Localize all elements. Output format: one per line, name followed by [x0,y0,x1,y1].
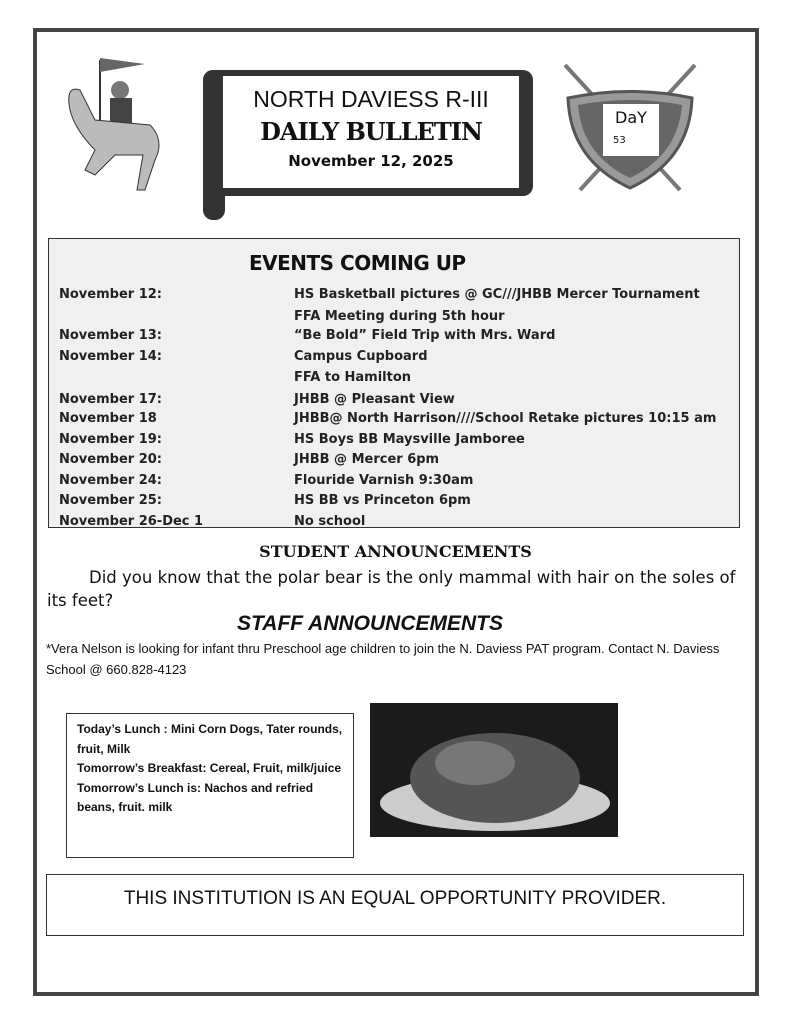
day-number: 53 [613,135,626,146]
knight-on-horse-icon [55,50,175,200]
event-date: November 17: [59,392,162,407]
event-date: November 19: [59,432,162,447]
shield-day-counter [560,60,700,195]
equal-opportunity-notice: THIS INSTITUTION IS AN EQUAL OPPORTUNITY PROVIDER. [46,874,744,936]
event-date: November 24: [59,473,162,488]
event-description: JHBB @ Pleasant View [294,392,455,407]
staff-announcements-heading: STAFF ANNOUNCEMENTS [237,612,503,635]
event-date: November 18 [59,411,157,426]
event-date: November 13: [59,328,162,343]
student-announcements-heading: STUDENT ANNOUNCEMENTS [259,542,532,561]
student-announcement-text: Did you know that the polar bear is the only mammal with hair on the soles of its feet? [47,568,736,610]
event-description: “Be Bold” Field Trip with Mrs. Ward [294,328,556,343]
staff-announcement-text: *Vera Nelson is looking for infant thru Preschool age children to join the N. Daviess PAT program. Contact N. Daviess School @ 660.828-4123 [46,641,720,677]
title-banner [203,70,533,220]
events-heading: EVENTS COMING UP [249,251,466,275]
event-description: Flouride Varnish 9:30am [294,473,474,488]
school-name: NORTH DAVIESS R-III [253,86,489,112]
event-description: FFA to Hamilton [294,370,412,385]
menu-box [66,713,354,858]
event-description: No school [294,514,366,529]
event-date: November 20: [59,452,162,467]
turkey-photo [370,703,618,837]
bulletin-date: November 12, 2025 [288,152,454,170]
event-date: November 26-Dec 1 [59,514,204,529]
event-date: November 25: [59,493,162,508]
event-description: HS BB vs Princeton 6pm [294,493,471,508]
menu-tomorrow-breakfast: Tomorrow’s Breakfast: Cereal, Fruit, milk/juice [77,761,342,775]
event-description: Campus Cupboard [294,349,428,364]
day-label: DaY [615,108,647,127]
event-date: November 12: [59,287,162,302]
roast-turkey-icon [370,703,618,837]
bulletin-title: DAILY BULLETIN [260,117,482,146]
event-description: HS Basketball pictures @ GC///JHBB Mercer Tournament [294,287,700,302]
event-description: FFA Meeting during 5th hour [294,309,505,324]
event-date: November 14: [59,349,162,364]
menu-today-lunch: Today’s Lunch : Mini Corn Dogs, Tater rounds, fruit, Milk [77,722,343,756]
event-description: HS Boys BB Maysville Jamboree [294,432,525,447]
menu-tomorrow-lunch: Tomorrow’s Lunch is: Nachos and refried beans, fruit. milk [77,780,314,814]
event-description: JHBB @ Mercer 6pm [294,452,440,467]
event-description: JHBB@ North Harrison////School Retake pictures 10:15 am [294,411,717,426]
events-section [48,238,740,528]
